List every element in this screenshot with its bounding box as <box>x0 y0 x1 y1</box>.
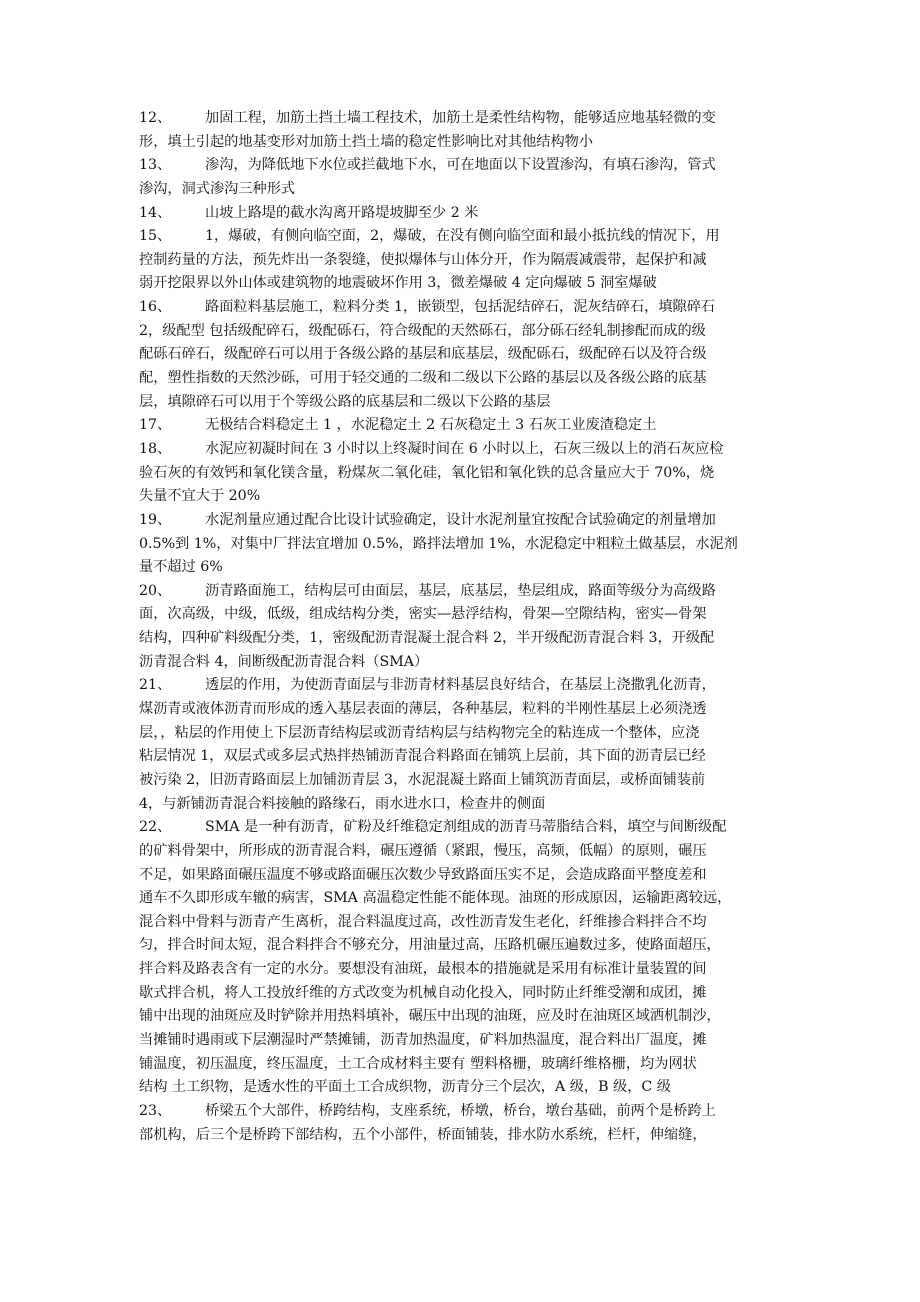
numbered-entry <box>139 414 789 438</box>
numbered-entry <box>139 438 789 509</box>
entry-text-line: 失量不宜大于 20% <box>139 488 261 505</box>
entry-text-line: 沥青混合料 4，间断级配沥青混合料（SMA） <box>139 653 429 670</box>
entry-text-line: 形，填土引起的地基变形对加筋土挡土墙的稳定性影响比对其他结构物小 <box>139 133 594 150</box>
entry-text-line: 层，，粘层的作用使上下层沥青结构层或沥青结构层与结构物完全的粘连成一个整体，应浇 <box>139 724 700 741</box>
entry-text-line: 通车不久即形成车辙的病害，SMA 高温稳定性能不能体现。油斑的形成原因，运输距离较远， <box>139 890 732 907</box>
entry-number: 17、 <box>139 417 172 434</box>
entry-text-line: 渗沟，为降低地下水位或拦截地下水，可在地面以下设置渗沟，有填石渗沟，管式 <box>205 157 716 174</box>
entry-text-line: 不足，如果路面碾压温度不够或路面碾压次数少导致路面压实不足，会造成路面平整度差和 <box>139 866 707 883</box>
entry-number: 18、 <box>139 440 172 457</box>
numbered-entry <box>139 202 789 226</box>
entry-text-line: 配，塑性指数的天然沙砾，可用于轻交通的二级和二级以下公路的基层以及各级公路的底基 <box>139 370 707 387</box>
entry-text-line: 结构 土工织物，是透水性的平面土工合成织物，沥青分三个层次，A 级，B 级，C 级 <box>139 1079 671 1096</box>
entry-text-line: 匀，拌合时间太短，混合料拌合不够充分，用油量过高，压路机碾压遍数过多，使路面超压， <box>139 937 721 954</box>
numbered-entry <box>139 580 789 675</box>
entry-number: 21、 <box>139 677 172 694</box>
entry-number: 15、 <box>139 228 172 245</box>
numbered-entry <box>139 1100 789 1147</box>
entry-text-line: 山坡上路堤的截水沟离开路堤坡脚至少 2 米 <box>205 204 479 221</box>
numbered-entry <box>139 296 789 414</box>
entry-text-line: 1，爆破，有侧向临空面，2，爆破，在没有侧向临空面和最小抵抗线的情况下，用 <box>205 228 720 245</box>
entry-number: 23、 <box>139 1102 172 1119</box>
entry-text-line: 粘层情况 1，双层式或多层式热拌热铺沥青混合料路面在铺筑上层前，其下面的沥青层已经 <box>139 748 706 765</box>
entry-number: 13、 <box>139 157 172 174</box>
entry-text-line: 水泥剂量应通过配合比设计试验确定，设计水泥剂量宜按配合试验确定的剂量增加 <box>205 511 716 528</box>
entry-text-line: 水泥应初凝时间在 3 小时以上终凝时间在 6 小时以上，石灰三级以上的消石灰应检 <box>205 440 724 457</box>
entry-text-line: 结构，四种矿料级配分类，1，密级配沥青混凝土混合料 2，半开级配沥青混合料 3，开级配 <box>139 630 715 647</box>
entry-text-line: 量不超过 6% <box>139 559 223 576</box>
entry-number: 16、 <box>139 299 172 316</box>
entry-number: 22、 <box>139 819 172 836</box>
numbered-entry <box>139 107 789 154</box>
entry-text-line: 沥青路面施工，结构层可由面层，基层，底基层，垫层组成，路面等级分为高级路 <box>205 582 716 599</box>
entry-text-line: 煤沥青或液体沥青而形成的透入基层表面的薄层，各种基层，粒料的半刚性基层上必须浇透 <box>139 701 707 718</box>
entry-text-line: 路面粒料基层施工，粒料分类 1，嵌锁型，包括泥结碎石，泥灰结碎石，填隙碎石 <box>205 299 716 316</box>
numbered-entry <box>139 674 789 816</box>
entry-text-line: 歇式拌合机，将人工投放纤维的方式改变为机械自动化投入，同时防止纤维受潮和成团，摊 <box>139 984 707 1001</box>
entry-text-line: 层，填隙碎石可以用于个等级公路的底基层和二级以下公路的基层 <box>139 393 551 410</box>
entry-text-line: 渗沟，洞式渗沟三种形式 <box>139 180 296 197</box>
document-body <box>139 107 789 1147</box>
numbered-entry <box>139 509 789 580</box>
entry-text-line: 4，与新铺沥青混合料接触的路缘石，雨水进水口，检查井的侧面 <box>139 795 546 812</box>
entry-text-line: 拌合料及路表含有一定的水分。要想没有油斑，最根本的措施就是采用有标准计量装置的间 <box>139 961 707 978</box>
entry-text-line: 当摊铺时遇雨或下层潮湿时严禁摊铺，沥青加热温度，矿料加热温度，混合料出厂温度，摊 <box>139 1031 707 1048</box>
entry-text-line: 面，次高级，中级，低级，组成结构分类，密实—悬浮结构，骨架—空隙结构，密实—骨架 <box>139 606 707 623</box>
numbered-entry <box>139 816 789 1100</box>
numbered-entry <box>139 225 789 296</box>
entry-text-line: 验石灰的有效钙和氧化镁含量，粉煤灰二氧化硅，氧化铝和氧化铁的总含量应大于 70%，烧 <box>139 464 715 481</box>
entry-text-line: 控制药量的方法，预先炸出一条裂缝，使拟爆体与山体分开，作为隔震减震带，起保护和减 <box>139 251 707 268</box>
entry-number: 20、 <box>139 582 172 599</box>
entry-text-line: 配砾石碎石，级配碎石可以用于各级公路的基层和底基层，级配砾石，级配碎石以及符合级 <box>139 346 707 363</box>
entry-text-line: 无极结合料稳定土 1 ，水泥稳定土 2 石灰稳定土 3 石灰工业废渣稳定土 <box>205 417 657 434</box>
entry-text-line: SMA 是一种有沥青，矿粉及纤维稳定剂组成的沥青马蒂脂结合料，填空与间断级配 <box>205 819 727 836</box>
entry-text-line: 部机构，后三个是桥跨下部结构，五个小部件，桥面铺装，排水防水系统，栏杆，伸缩缝， <box>139 1126 707 1143</box>
entry-text-line: 桥梁五个大部件，桥跨结构，支座系统，桥墩，桥台，墩台基础，前两个是桥跨上 <box>205 1102 716 1119</box>
entry-text-line: 铺温度，初压温度，终压温度，土工合成材料主要有 塑料格栅，玻璃纤维格栅，均为网状 <box>139 1055 697 1072</box>
entry-number: 14、 <box>139 204 172 221</box>
entry-text-line: 铺中出现的油斑应及时铲除并用热料填补，碾压中出现的油斑，应及时在油斑区域洒机制沙， <box>139 1008 721 1025</box>
entry-text-line: 混合料中骨料与沥青产生离析，混合料温度过高，改性沥青发生老化，纤维掺合料拌合不均 <box>139 913 707 930</box>
entry-text-line: 弱开挖限界以外山体或建筑物的地震破坏作用 3，微差爆破 4 定向爆破 5 洞室爆破 <box>139 275 657 292</box>
entry-text-line: 0.5%到 1%，对集中厂拌法宜增加 0.5%，路拌法增加 1%，水泥稳定中粗粒土做基层，水泥剂 <box>139 535 738 552</box>
entry-text-line: 被污染 2，旧沥青路面层上加铺沥青层 3，水泥混凝土路面上铺筑沥青面层，或桥面铺装前 <box>139 771 706 788</box>
entry-text-line: 2，级配型 包括级配碎石，级配砾石，符合级配的天然砾石，部分砾石经轧制掺配而成的级 <box>139 322 706 339</box>
entry-text-line: 透层的作用，为使沥青面层与非沥青材料基层良好结合，在基层上浇撒乳化沥青， <box>205 677 716 694</box>
entry-number: 19、 <box>139 511 172 528</box>
numbered-entry <box>139 154 789 201</box>
entry-text-line: 的矿料骨架中，所形成的沥青混合料，碾压遵循（紧跟，慢压，高频，低幅）的原则，碾压 <box>139 842 707 859</box>
entry-text-line: 加固工程，加筋土挡土墙工程技术，加筋土是柔性结构物，能够适应地基轻微的变 <box>205 110 716 126</box>
entry-number: 12、 <box>139 110 172 126</box>
